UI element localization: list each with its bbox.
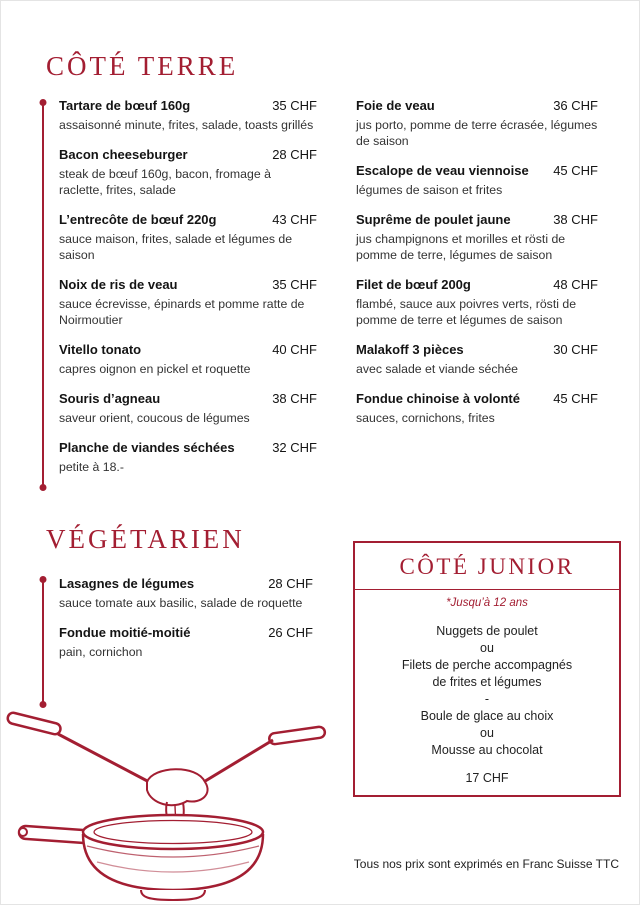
menu-item-price: 48 CHF <box>553 277 598 292</box>
menu-item <box>356 98 598 149</box>
menu-item-name: Fondue chinoise à volonté <box>356 391 520 406</box>
menu-item <box>356 212 598 263</box>
menu-item-name: Noix de ris de veau <box>59 277 178 292</box>
menu-item <box>59 342 317 377</box>
menu-item <box>59 98 317 133</box>
menu-item-desc: sauce tomate aux basilic, salade de roquette <box>59 596 303 610</box>
menu-item <box>356 391 598 426</box>
menu-item-desc: saveur orient, coucous de légumes <box>59 411 250 425</box>
menu-item-head <box>59 342 317 358</box>
menu-item <box>356 163 598 198</box>
menu-item-head <box>59 277 317 293</box>
junior-price: 17 CHF <box>465 771 509 785</box>
menu-item-name: Souris d’agneau <box>59 391 161 406</box>
menu-item-head <box>356 391 598 407</box>
menu-item <box>59 277 317 328</box>
menu-item <box>59 212 317 263</box>
menu-item <box>59 625 355 660</box>
fondue-fork-left <box>7 712 153 784</box>
menu-item-price: 38 CHF <box>553 212 598 227</box>
junior-line: de frites et légumes <box>432 675 542 689</box>
menu-item-name: L’entrecôte de bœuf 220g <box>59 212 217 227</box>
menu-item-head <box>59 440 317 456</box>
menu-item-head <box>356 98 598 114</box>
junior-subtitle: *Jusqu’à 12 ans <box>446 597 528 609</box>
terre-right-column <box>356 98 598 440</box>
menu-item-price: 35 CHF <box>272 98 317 113</box>
menu-item-price: 28 CHF <box>272 147 317 162</box>
menu-item-head <box>59 391 317 407</box>
menu-item-desc: capres oignon en pickel et roquette <box>59 362 251 376</box>
vegetarien-column <box>59 576 355 674</box>
menu-item-desc: sauces, cornichons, frites <box>356 411 495 425</box>
fondue-fork-right <box>197 726 326 786</box>
section-title-junior: CÔTÉ JUNIOR <box>355 543 619 590</box>
menu-item-desc: jus champignons et morilles et rösti de pomme de terre, légumes de saison <box>356 232 566 262</box>
menu-item-name: Lasagnes de légumes <box>59 576 195 591</box>
menu-item <box>59 440 317 475</box>
menu-item-price: 45 CHF <box>553 163 598 178</box>
menu-item-desc: jus porto, pomme de terre écrasée, légumes de saison <box>356 118 598 148</box>
menu-item-price: 38 CHF <box>272 391 317 406</box>
terre-left-column <box>59 98 317 489</box>
menu-item-head <box>59 625 313 641</box>
menu-item-price: 30 CHF <box>553 342 598 357</box>
menu-item-name: Vitello tonato <box>59 342 142 357</box>
menu-item-head <box>356 277 598 293</box>
menu-item-name: Malakoff 3 pièces <box>356 342 464 357</box>
menu-item-desc: avec salade et viande séchée <box>356 362 519 376</box>
menu-item-name: Planche de viandes séchées <box>59 440 235 455</box>
junior-section-box <box>353 541 621 797</box>
menu-item-desc: assaisonné minute, frites, salade, toasts grillés <box>59 118 314 132</box>
menu-item-name: Foie de veau <box>356 98 435 113</box>
terre-vertical-rule <box>42 102 44 488</box>
menu-item-name: Bacon cheeseburger <box>59 147 188 162</box>
menu-item-desc: sauce maison, frites, salade et légumes de saison <box>59 232 293 262</box>
footer-price-note: Tous nos prix sont exprimés en Franc Suisse TTC <box>353 857 619 871</box>
menu-item <box>59 147 317 198</box>
menu-item-head <box>356 342 598 358</box>
section-title-terre: CÔTÉ TERRE <box>46 51 239 81</box>
menu-item-head <box>356 163 598 179</box>
junior-line: Mousse au chocolat <box>431 743 543 757</box>
junior-menu-lines <box>355 623 619 759</box>
menu-item-desc: petite à 18.- <box>59 460 124 474</box>
menu-item-price: 32 CHF <box>272 440 317 455</box>
menu-item-name: Filet de bœuf 200g <box>356 277 471 292</box>
menu-item-name: Suprême de poulet jaune <box>356 212 511 227</box>
menu-item <box>356 277 598 328</box>
junior-line: - <box>484 692 490 706</box>
menu-item-head <box>59 212 317 228</box>
menu-item-head <box>59 576 313 592</box>
fondue-pot-illustration <box>1 704 336 904</box>
junior-line: Filets de perche accompagnés <box>401 658 573 672</box>
menu-item-price: 45 CHF <box>553 391 598 406</box>
menu-item-price: 35 CHF <box>272 277 317 292</box>
menu-item-desc: steak de bœuf 160g, bacon, fromage à raclette, frites, salade <box>59 167 271 197</box>
menu-item-name: Fondue moitié-moitié <box>59 625 191 640</box>
junior-line: Nuggets de poulet <box>436 624 538 638</box>
section-title-vegetarien: VÉGÉTARIEN <box>46 524 245 554</box>
vegetarien-vertical-rule <box>42 579 44 705</box>
menu-item-desc: pain, cornichon <box>59 645 143 659</box>
menu-item-price: 43 CHF <box>272 212 317 227</box>
junior-line: Boule de glace au choix <box>420 709 554 723</box>
menu-item-head <box>59 147 317 163</box>
menu-item-head <box>59 98 317 114</box>
menu-item-name: Escalope de veau viennoise <box>356 163 529 178</box>
menu-item-desc: sauce écrevisse, épinards et pomme ratte de Noirmoutier <box>59 297 305 327</box>
menu-item-desc: flambé, sauce aux poivres verts, rösti de pomme de terre et légumes de saison <box>356 297 577 327</box>
fondue-pot-handle <box>19 826 92 844</box>
menu-item <box>59 391 317 426</box>
menu-item-desc: légumes de saison et frites <box>356 183 503 197</box>
menu-item <box>356 342 598 377</box>
menu-item-price: 36 CHF <box>553 98 598 113</box>
menu-item-head <box>356 212 598 228</box>
junior-line: ou <box>480 641 494 655</box>
menu-item-price: 40 CHF <box>272 342 317 357</box>
menu-item <box>59 576 355 611</box>
menu-item-price: 28 CHF <box>268 576 313 591</box>
junior-line: ou <box>480 726 494 740</box>
menu-item-name: Tartare de bœuf 160g <box>59 98 191 113</box>
menu-item-price: 26 CHF <box>268 625 313 640</box>
fondue-pot <box>83 815 263 900</box>
